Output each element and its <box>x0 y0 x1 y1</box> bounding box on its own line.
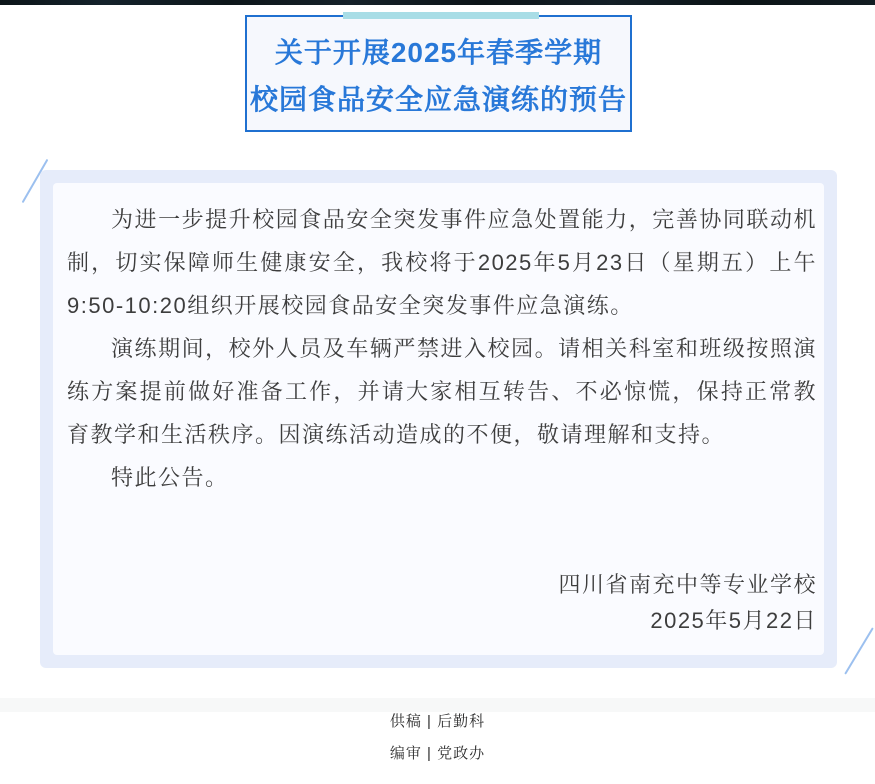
top-clipped-banner <box>0 0 875 5</box>
announcement-date: 2025年5月22日 <box>650 608 817 633</box>
credit-editor: 编审 | 党政办 <box>389 745 486 762</box>
notice-panel <box>40 170 837 668</box>
footer-credits <box>0 713 875 777</box>
notice-paragraph-2: 演练期间，校外人员及车辆严禁进入校园。请相关科室和班级按照演练方案提前做好准备工作，并请大家相互转告、不必惊慌，保持正常教育教学和生活秩序。因演练活动造成的不便，敬请理解和支持。 <box>67 336 817 447</box>
announcement-title-line1: 关于开展2025年春季学期 <box>274 37 603 68</box>
title-accent-bar <box>343 12 539 19</box>
corner-slash-bottom-right <box>844 627 874 674</box>
school-signature: 四川省南充中等专业学校 <box>558 572 817 597</box>
notice-card <box>53 183 824 655</box>
title-card <box>245 15 632 132</box>
faint-divider <box>0 698 875 712</box>
announcement-title-line2: 校园食品安全应急演练的预告 <box>249 84 627 115</box>
notice-paragraph-1: 为进一步提升校园食品安全突发事件应急处置能力，完善协同联动机制，切实保障师生健康安全，我校将于2025年5月23日（星期五）上午9:50-10:20组织开展校园食品安全突发事件应急演练。 <box>67 207 817 318</box>
signature-block <box>67 567 817 639</box>
notice-paragraph-3: 特此公告。 <box>111 465 229 490</box>
credit-contributor: 供稿 | 后勤科 <box>389 713 486 730</box>
notice-body <box>67 198 817 639</box>
